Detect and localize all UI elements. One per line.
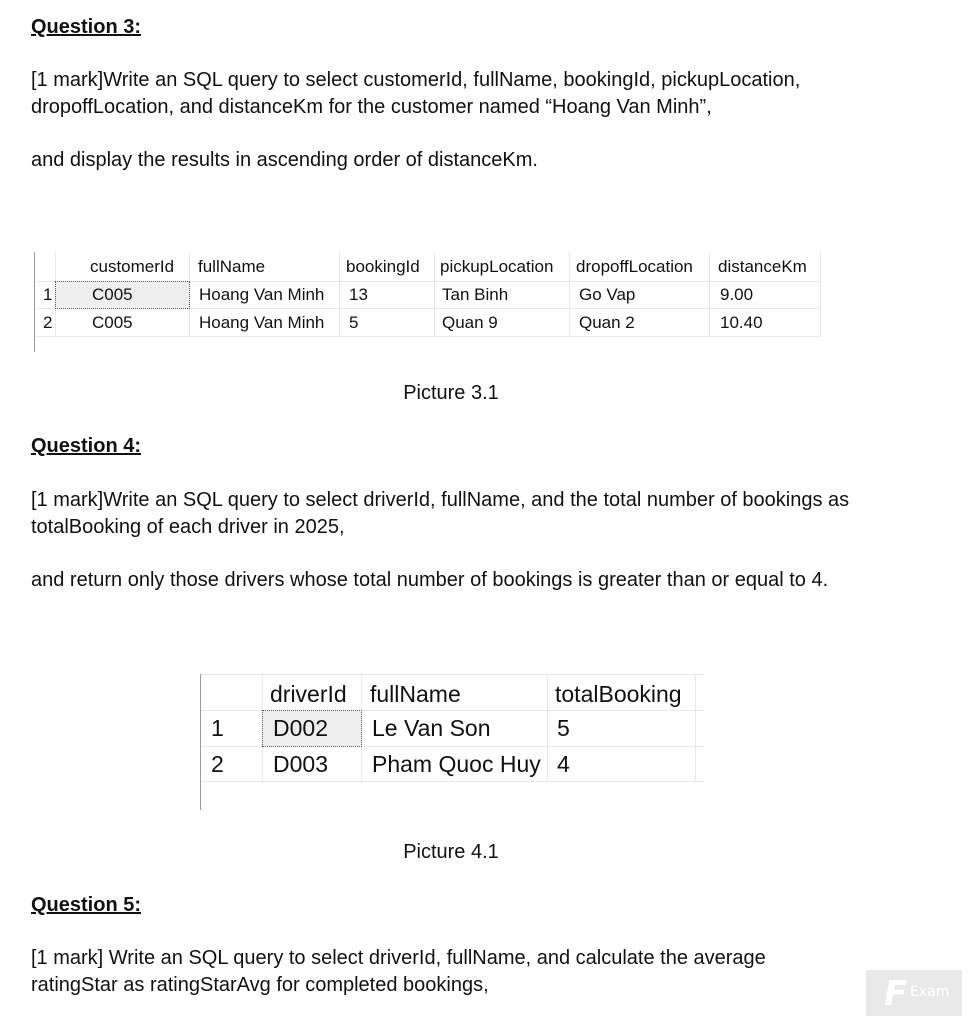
table-cell[interactable]: Quan 2 — [579, 313, 635, 332]
watermark-glyph: F — [884, 974, 908, 1014]
table-cell[interactable]: Quan 9 — [442, 313, 498, 332]
grid-line — [709, 252, 710, 336]
table-cell[interactable]: 4 — [557, 751, 570, 777]
grid-line — [569, 252, 570, 336]
table-cell[interactable]: C005 — [92, 313, 133, 332]
column-header-customerId[interactable]: customerId — [90, 257, 175, 276]
table-cell[interactable]: 5 — [349, 313, 359, 332]
column-header-totalBooking[interactable]: totalBooking — [555, 681, 682, 707]
grid-gutter-line — [200, 674, 201, 810]
table-cell[interactable]: C005 — [92, 285, 133, 304]
column-header-fullName[interactable]: fullName — [370, 681, 461, 707]
question-4-heading: Question 4: — [31, 435, 142, 457]
picture-3-1-caption: Picture 3.1 — [403, 382, 499, 404]
picture-4-1-caption: Picture 4.1 — [403, 841, 499, 863]
table-cell[interactable]: Le Van Son — [372, 715, 491, 741]
table-cell[interactable]: D002 — [273, 715, 328, 741]
column-header-dropoffLocation[interactable]: dropoffLocation — [576, 257, 693, 276]
column-header-distanceKm[interactable]: distanceKm — [718, 257, 807, 276]
row-number[interactable]: 1 — [43, 285, 53, 304]
result-grid-4-1 — [200, 674, 705, 810]
column-header-fullName[interactable]: fullName — [198, 257, 266, 276]
watermark-logo — [866, 970, 962, 1016]
table-cell[interactable]: D003 — [273, 751, 328, 777]
question-3-line-2: dropoffLocation, and distanceKm for the customer named “Hoang Van Minh”, — [31, 96, 712, 118]
table-cell[interactable]: Pham Quoc Huy — [372, 751, 541, 777]
question-3-line-1: [1 mark]Write an SQL query to select customerId, fullName, bookingId, pickupLocation, — [31, 69, 801, 91]
grid-line — [201, 674, 704, 675]
grid-line — [35, 336, 821, 337]
table-cell[interactable]: Go Vap — [579, 285, 636, 304]
row-number[interactable]: 1 — [211, 715, 224, 741]
grid-line — [434, 252, 435, 336]
table-cell[interactable]: 5 — [557, 715, 570, 741]
table-cell[interactable]: Tan Binh — [442, 285, 509, 304]
question-5-line-2: ratingStar as ratingStarAvg for completed bookings, — [31, 974, 489, 996]
table-cell[interactable]: 9.00 — [720, 285, 754, 304]
column-header-pickupLocation[interactable]: pickupLocation — [440, 257, 554, 276]
grid-line — [547, 674, 548, 781]
question-4-line-2: totalBooking of each driver in 2025, — [31, 516, 345, 538]
grid-gutter-line — [34, 252, 35, 352]
question-3-heading: Question 3: — [31, 16, 142, 38]
question-5-line-1: [1 mark] Write an SQL query to select driverId, fullName, and calculate the average — [31, 947, 766, 969]
row-number[interactable]: 2 — [211, 751, 224, 777]
watermark-text: Exam — [910, 984, 950, 1000]
question-3-line-3: and display the results in ascending order of distanceKm. — [31, 149, 538, 171]
column-header-bookingId[interactable]: bookingId — [346, 257, 420, 276]
result-grid-3-1 — [34, 252, 824, 352]
grid-line — [339, 252, 340, 336]
table-cell[interactable]: Hoang Van Minh — [199, 285, 325, 304]
grid-line — [820, 252, 821, 336]
table-cell[interactable]: 13 — [349, 285, 368, 304]
question-5-heading: Question 5: — [31, 894, 142, 916]
column-header-driverId[interactable]: driverId — [270, 681, 347, 707]
grid-line — [201, 781, 704, 782]
table-cell[interactable]: Hoang Van Minh — [199, 313, 325, 332]
table-cell[interactable]: 10.40 — [720, 313, 763, 332]
row-number[interactable]: 2 — [43, 313, 53, 332]
question-4-line-3: and return only those drivers whose total number of bookings is greater than or equal to 4. — [31, 569, 829, 591]
question-4-line-1: [1 mark]Write an SQL query to select driverId, fullName, and the total number of bookings as — [31, 489, 850, 511]
grid-line — [695, 674, 696, 781]
